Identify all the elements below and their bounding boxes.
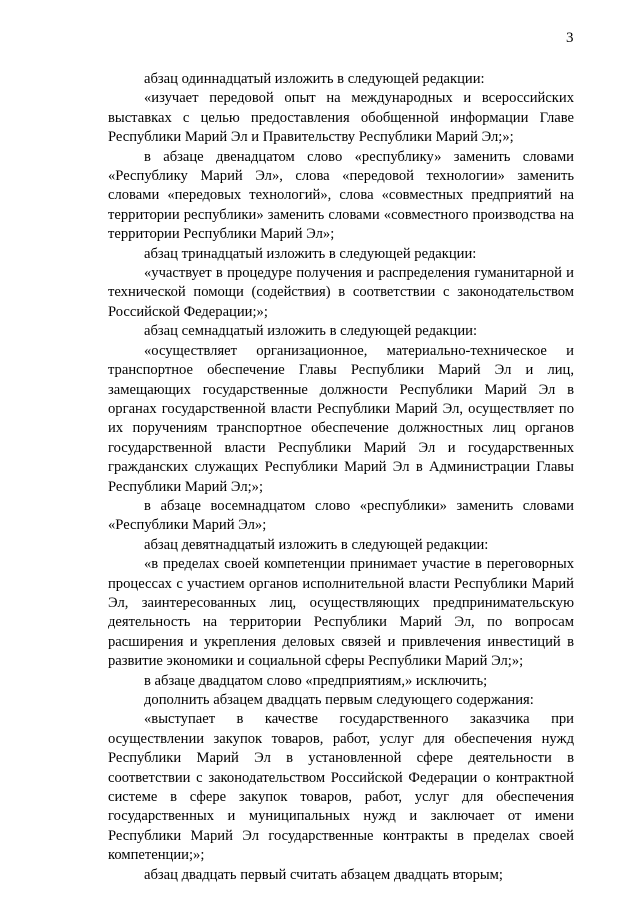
paragraph: абзац одиннадцатый изложить в следующей редакции: (144, 71, 485, 87)
paragraph: «участвует в процедуре получения и распределения гуманитарной и технической помощи (содействия) в соответствии с законодательством Российской Федерации;»; (108, 265, 574, 320)
paragraph: «осуществляет организационное, материально-техническое и транспортное обеспечение Главы Республики Марий Эл и лиц, замещающих государственные должности Республики Марий Эл в органах государственной власти Республики Марий Эл, осуществляет по их поручениям транспортное обеспечение должностных лиц органов государственной власти Республики Марий Эл и государственных гражданских служащих Республики Марий Эл в Администрации Главы Республики Марий Эл;»; (108, 342, 574, 495)
paragraph: в абзаце двенадцатом слово «республику» заменить словами «Республику Марий Эл», слова «передовой технологии» заменить словами «передовых технологий», слова «совместных предприятий на территории республики» заменить словами «совместного производства на территории Республики Марий Эл»; (108, 148, 574, 243)
paragraph: абзац семнадцатый изложить в следующей редакции: (144, 323, 478, 340)
paragraph: в абзаце двадцатом слово «предприятиям,» исключить; (144, 672, 488, 689)
paragraph: «изучает передовой опыт на международных и всероссийских выставках с целью предоставления обобщенной информации Главе Республики Марий Эл и Правительству Республики Марий Эл;»; (108, 90, 574, 146)
page-number: 3 (566, 30, 574, 46)
paragraph: дополнить абзацем двадцать первым следующего содержания: (144, 692, 534, 708)
document-body (108, 70, 574, 885)
paragraph: абзац тринадцатый изложить в следующей редакции: (144, 245, 477, 262)
paragraph: абзац двадцать первый считать абзацем двадцать вторым; (144, 866, 503, 883)
paragraph: «выступает в качестве государственного заказчика при осуществлении закупок товаров, работ, услуг для обеспечения нужд Республики Марий Эл в установленной сфере деятельности в соответствии с законодательством Российской Федерации о контрактной системе в сфере закупок товаров, работ, услуг для обеспечения государственных и муниципальных нужд и заключает от имени Республики Марий Эл государственные контракты в пределах своей компетенции;»; (108, 711, 574, 864)
paragraph: абзац девятнадцатый изложить в следующей редакции: (144, 536, 489, 553)
paragraph: в абзаце восемнадцатом слово «республики» заменить словами «Республики Марий Эл»; (108, 497, 574, 534)
paragraph: «в пределах своей компетенции принимает участие в переговорных процессах с участием органов исполнительной власти Республики Марий Эл, заинтересованных лиц, осуществляющих предпринимательскую деятельность на территории Республики Марий Эл, по вопросам расширения и укрепления деловых связей и привлечения инвестиций в развитие экономики и социальной сферы Республики Марий Эл;»; (108, 556, 574, 670)
